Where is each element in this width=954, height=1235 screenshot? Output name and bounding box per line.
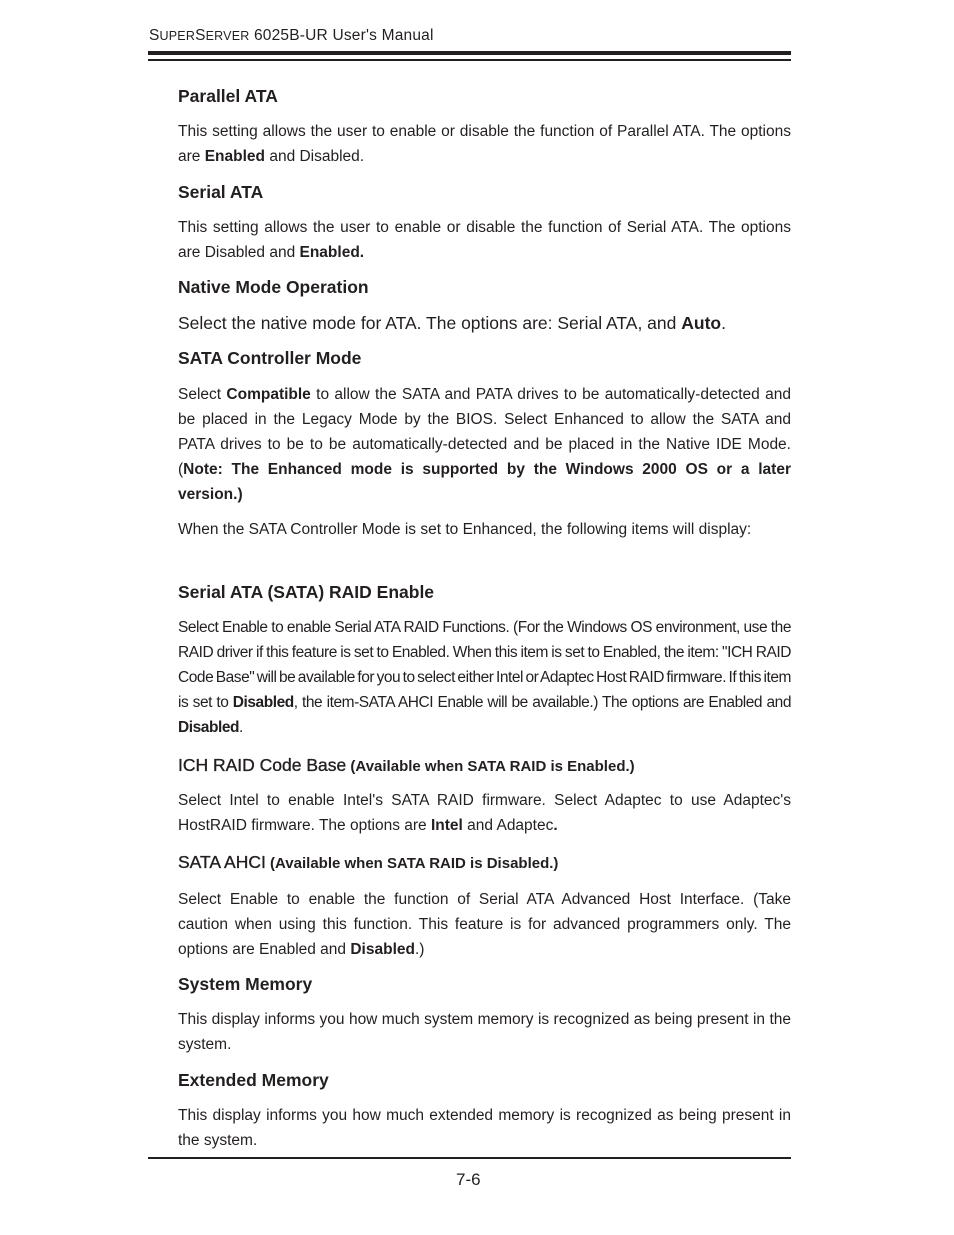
section-title-serial-ata: Serial ATA <box>178 182 264 202</box>
bold-text: Disabled <box>178 719 240 736</box>
header-rule-thin <box>148 59 791 61</box>
text: . <box>721 313 726 333</box>
text: .) <box>414 941 425 958</box>
text: Select the native mode for ATA. The options are: Serial ATA, and <box>178 313 682 333</box>
bold-text: Disabled <box>350 941 415 958</box>
header-initial-s: S <box>149 27 160 44</box>
text: Select Intel to enable Intel's SATA RAID firmware. Select Adaptec to use Adaptec's HostRAID firmware. The options are <box>178 792 791 834</box>
section-title-sata-ahci <box>178 852 558 873</box>
header-title-rest: 6025B-UR User's Manual <box>249 27 434 44</box>
paragraph-sata-ahci <box>178 887 791 962</box>
paragraph-system-memory: This display informs you how much system memory is recognized as being present in the system. <box>178 1011 791 1053</box>
section-title-system-memory: System Memory <box>178 974 313 994</box>
title-note: (Available when SATA RAID is Disabled.) <box>265 855 559 872</box>
section-title-sata-raid-enable: Serial ATA (SATA) RAID Enable <box>178 582 435 602</box>
section-title-sata-controller-mode: SATA Controller Mode <box>178 348 362 368</box>
paragraph-extended-memory: This display informs you how much extended memory is recognized as being present in the system. <box>178 1107 791 1149</box>
bold-text: Intel <box>430 817 463 834</box>
paragraph-sata-raid-enable <box>178 615 791 740</box>
paragraph-sata-enhanced-items: When the SATA Controller Mode is set to Enhanced, the following items will display: <box>178 521 752 538</box>
title-note: (Available when SATA RAID is Enabled.) <box>346 758 635 775</box>
section-title-extended-memory: Extended Memory <box>178 1070 329 1090</box>
footer-rule <box>148 1157 791 1159</box>
paragraph-ich-raid-code-base <box>178 788 791 838</box>
text: Select <box>178 386 227 403</box>
page-number: 7-6 <box>456 1170 481 1189</box>
bold-text: Enabled <box>204 148 266 165</box>
paragraph-sata-controller-mode <box>178 382 791 507</box>
header-smallcaps-erver: ERVER <box>205 29 250 43</box>
bold-text: . <box>553 817 558 834</box>
text: and Adaptec <box>462 817 554 834</box>
text: . <box>239 719 243 736</box>
bold-text: Auto <box>681 313 722 333</box>
bold-text: Enabled. <box>299 244 365 261</box>
header-smallcaps-uper: UPER <box>159 29 196 43</box>
bold-text: Disabled <box>232 694 294 711</box>
text: This setting allows the user to enable or disable the function of Parallel ATA. The options are <box>178 123 791 165</box>
text: to allow the SATA and PATA drives to be automatically-detected and be placed in the Legacy Mode by the BIOS. Select Enhanced to allow the SATA and PATA drives to be to be automatically-detected and be placed in the Native IDE Mode. ( <box>178 386 791 478</box>
bold-text: Compatible <box>226 386 311 403</box>
section-title-parallel-ata: Parallel ATA <box>178 86 278 106</box>
section-title-native-mode: Native Mode Operation <box>178 277 369 297</box>
paragraph-native-mode <box>178 311 791 335</box>
text: Select Enable to enable the function of Serial ATA Advanced Host Interface. (Take caution when using this function. This feature is for advanced programmers only. The options are Enabled and <box>178 891 791 958</box>
header-initial-s2: S <box>195 27 206 44</box>
bold-note: Note: The Enhanced mode is supported by the Windows 2000 OS or a later version.) <box>178 461 791 503</box>
paragraph-serial-ata <box>178 215 791 265</box>
paragraph-parallel-ata <box>178 119 791 169</box>
section-title-ich-raid-code-base <box>178 755 635 776</box>
text: This setting allows the user to enable or disable the function of Serial ATA. The options are Disabled and <box>178 219 791 261</box>
text: , the item-SATA AHCI Enable will be available.) The options are Enabled and <box>293 694 791 711</box>
text: Select Enable to enable Serial ATA RAID Functions. (For the Windows OS environment, use the RAID driver if this feature is set to Enabled. When this item is set to Enabled, the item: "ICH RAID Code Base" will be available for you to select either Intel or Adaptec Host RAID firmware. If this item is set to <box>178 619 791 711</box>
title-text: ICH RAID Code Base <box>178 755 347 775</box>
header-rule-thick <box>148 51 791 55</box>
running-header <box>149 27 434 45</box>
title-text: SATA AHCI <box>178 852 266 872</box>
text: and Disabled. <box>265 148 365 165</box>
